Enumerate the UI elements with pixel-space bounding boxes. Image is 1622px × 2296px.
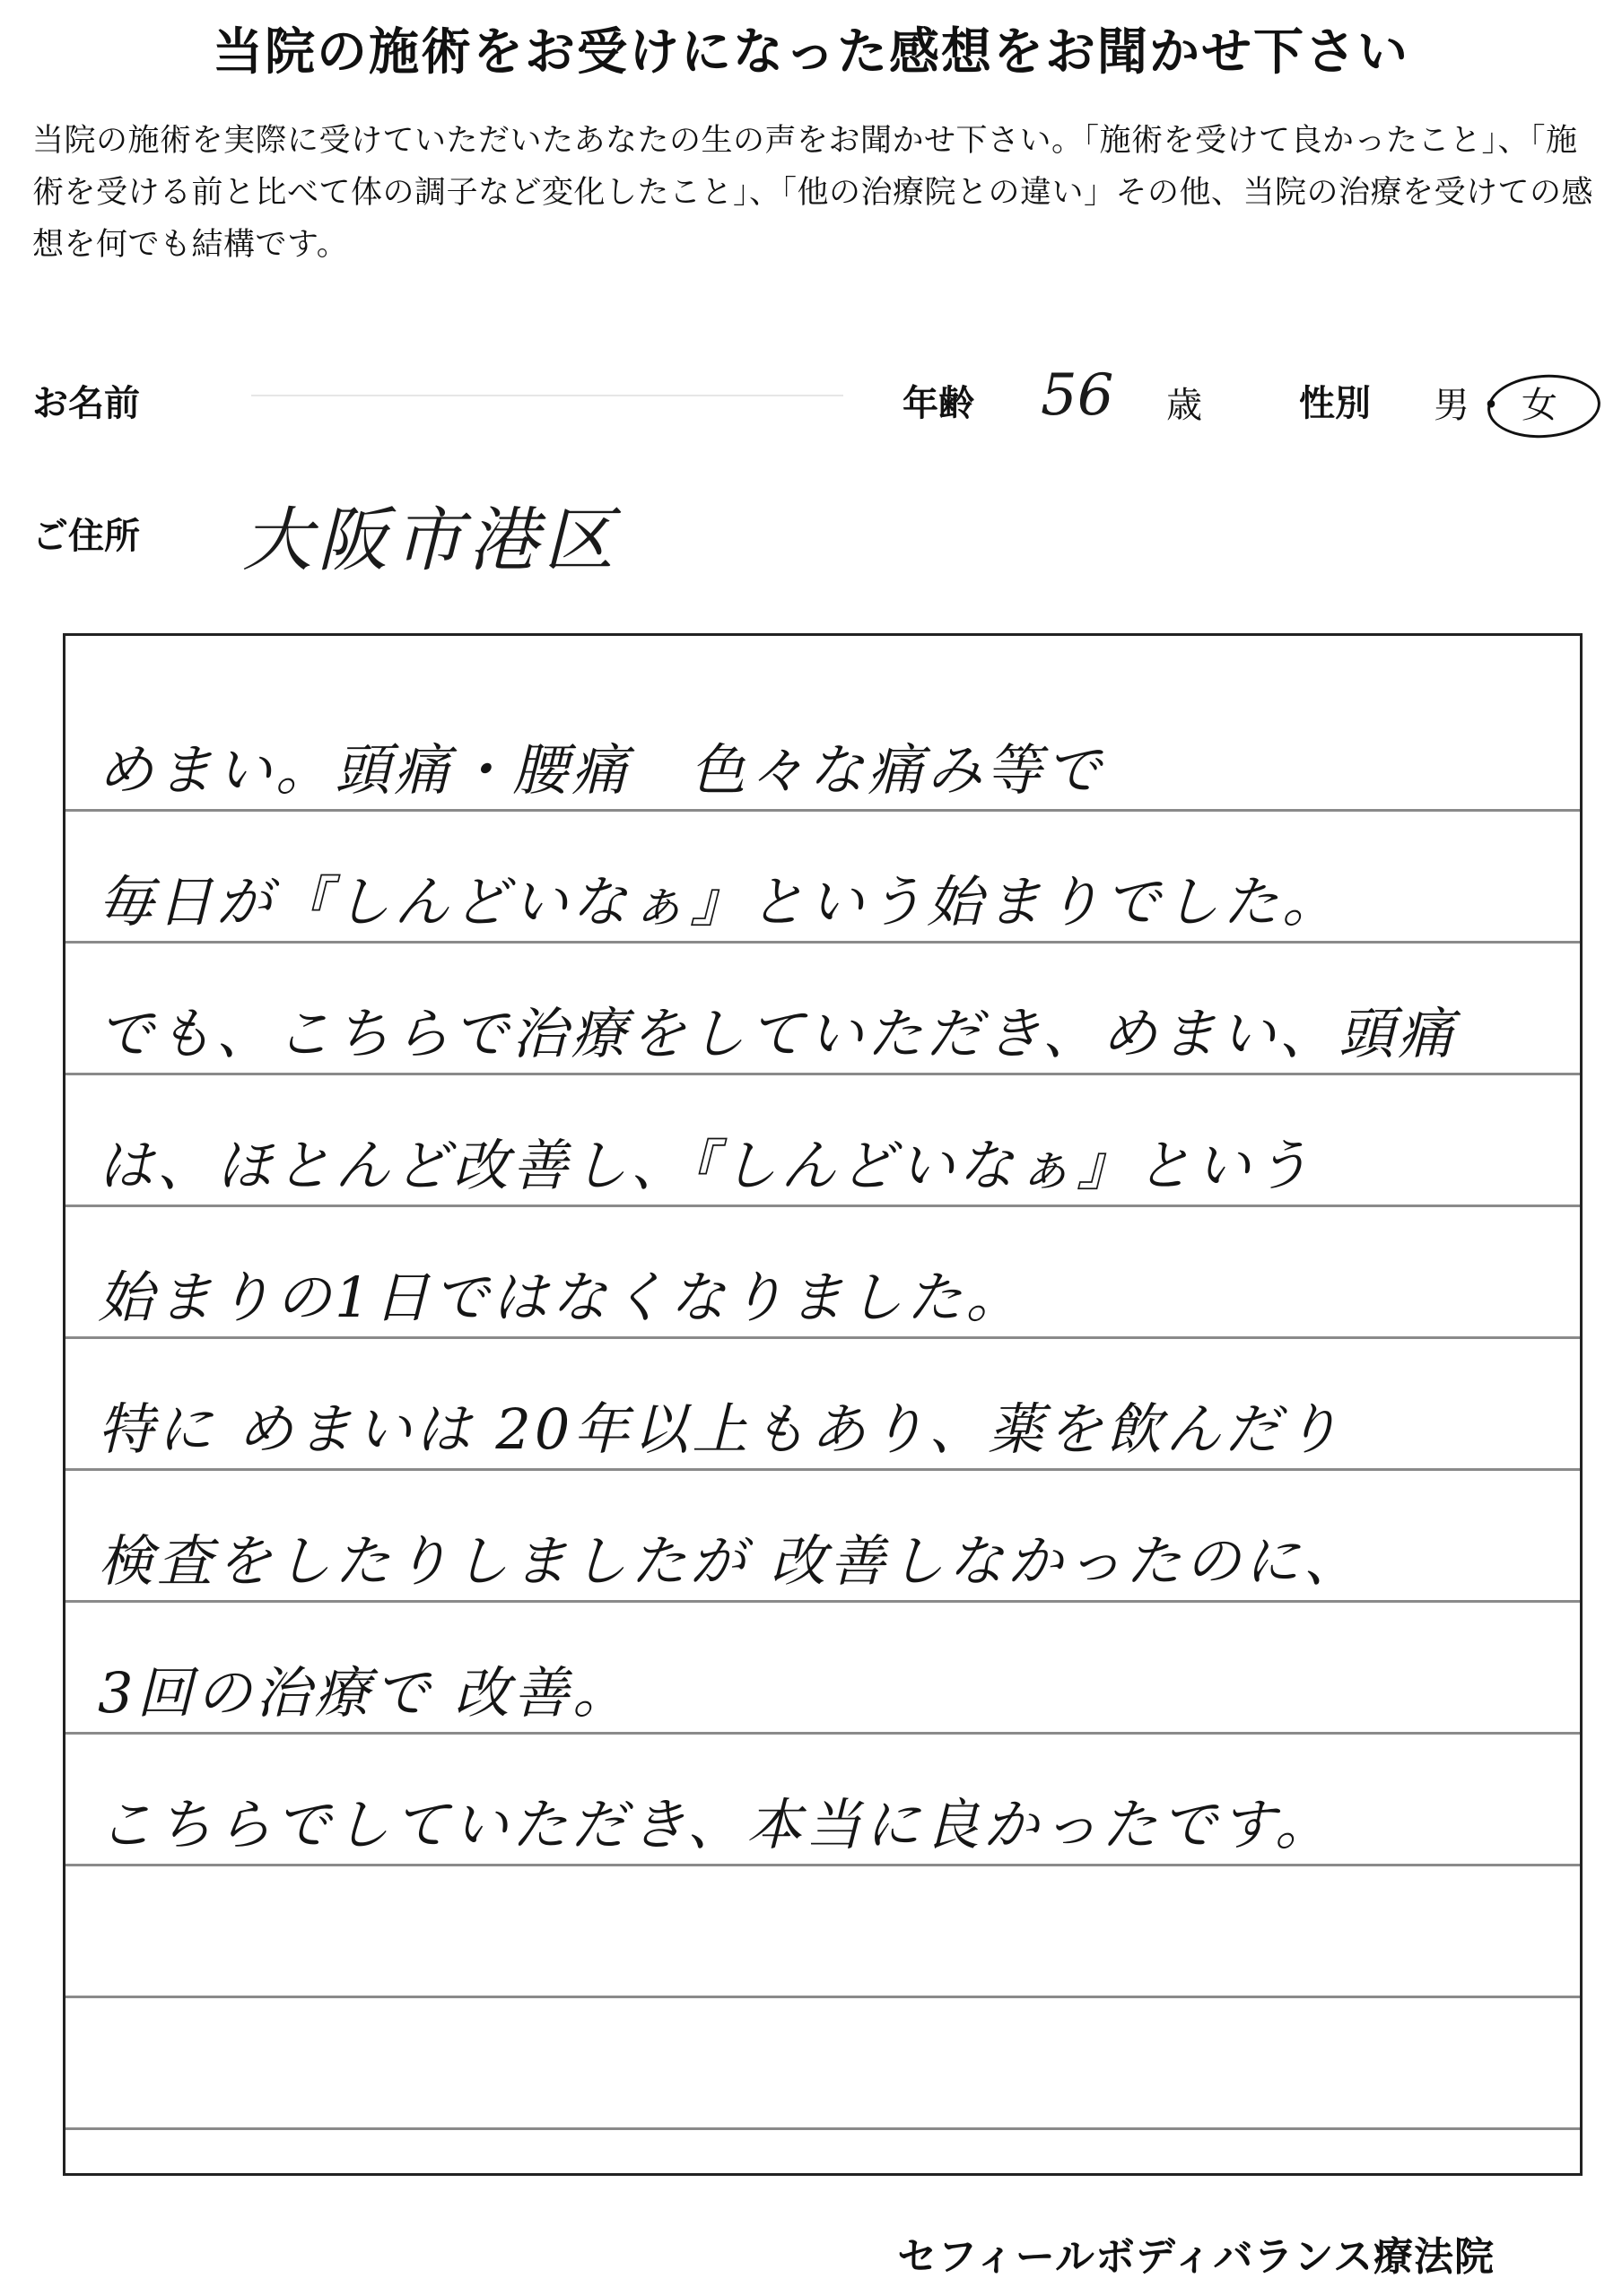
comment-line: めまい。頭痛・腰痛 色々な痛み等で: [98, 737, 1105, 803]
ruled-line: [65, 1468, 1580, 1471]
comment-line: 検査をしたりしましたが 改善しなかったのに、: [98, 1528, 1363, 1594]
page-title: 当院の施術をお受けになった感想をお聞かせ下さい: [213, 23, 1409, 82]
age-value: 56: [1041, 362, 1114, 429]
comment-line: 3回の治療で 改善。: [98, 1660, 632, 1726]
age-label: 年齢: [903, 383, 974, 424]
comment-line: 始まりの1日ではなくなりました。: [98, 1265, 1025, 1330]
comment-line: でも、こちらで治療をしていただき、めまい、頭痛: [98, 1001, 1457, 1066]
ruled-line: [65, 2127, 1580, 2130]
ruled-line: [65, 1205, 1580, 1207]
comment-line: こちらでしていただき、本当に良かったです。: [98, 1792, 1334, 1857]
gender-option-male: 男: [1434, 385, 1469, 426]
address-label: ご住所: [32, 516, 140, 557]
clinic-name: セフィールボディバランス療法院: [897, 2234, 1495, 2280]
comment-line: 毎日が『しんどいなぁ』という始まりでした。: [98, 869, 1342, 935]
age-unit: 歳: [1166, 385, 1202, 426]
name-redacted-area: [251, 395, 843, 396]
ruled-line: [65, 1864, 1580, 1866]
ruled-line: [65, 809, 1580, 812]
ruled-line: [65, 1732, 1580, 1735]
address-value: 大阪市港区: [242, 500, 620, 581]
gender-label: 性別: [1299, 383, 1371, 424]
gender-option-female: 女: [1522, 385, 1557, 426]
ruled-line: [65, 1073, 1580, 1075]
comment-line: は、ほとんど改善し、『しんどいなぁ』という: [98, 1133, 1314, 1198]
ruled-line: [65, 1600, 1580, 1603]
ruled-line: [65, 1996, 1580, 1998]
name-label: お名前: [32, 383, 140, 424]
comment-box: [63, 633, 1583, 2176]
comment-line: 特に めまいは 20年以上もあり、薬を飲んだり: [98, 1396, 1344, 1462]
ruled-line: [65, 941, 1580, 944]
ruled-line: [65, 1336, 1580, 1339]
intro-text: 当院の施術を実際に受けていただいたあなたの生の声をお聞かせ下さい。「施術を受けて良かったこと」、「施術を受ける前と比べて体の調子など変化したこと」、「他の治療院との違い」その他、当院の治療を受けての感想を何でも結構です。: [32, 123, 1594, 263]
gender-separator: ・: [1473, 385, 1509, 426]
